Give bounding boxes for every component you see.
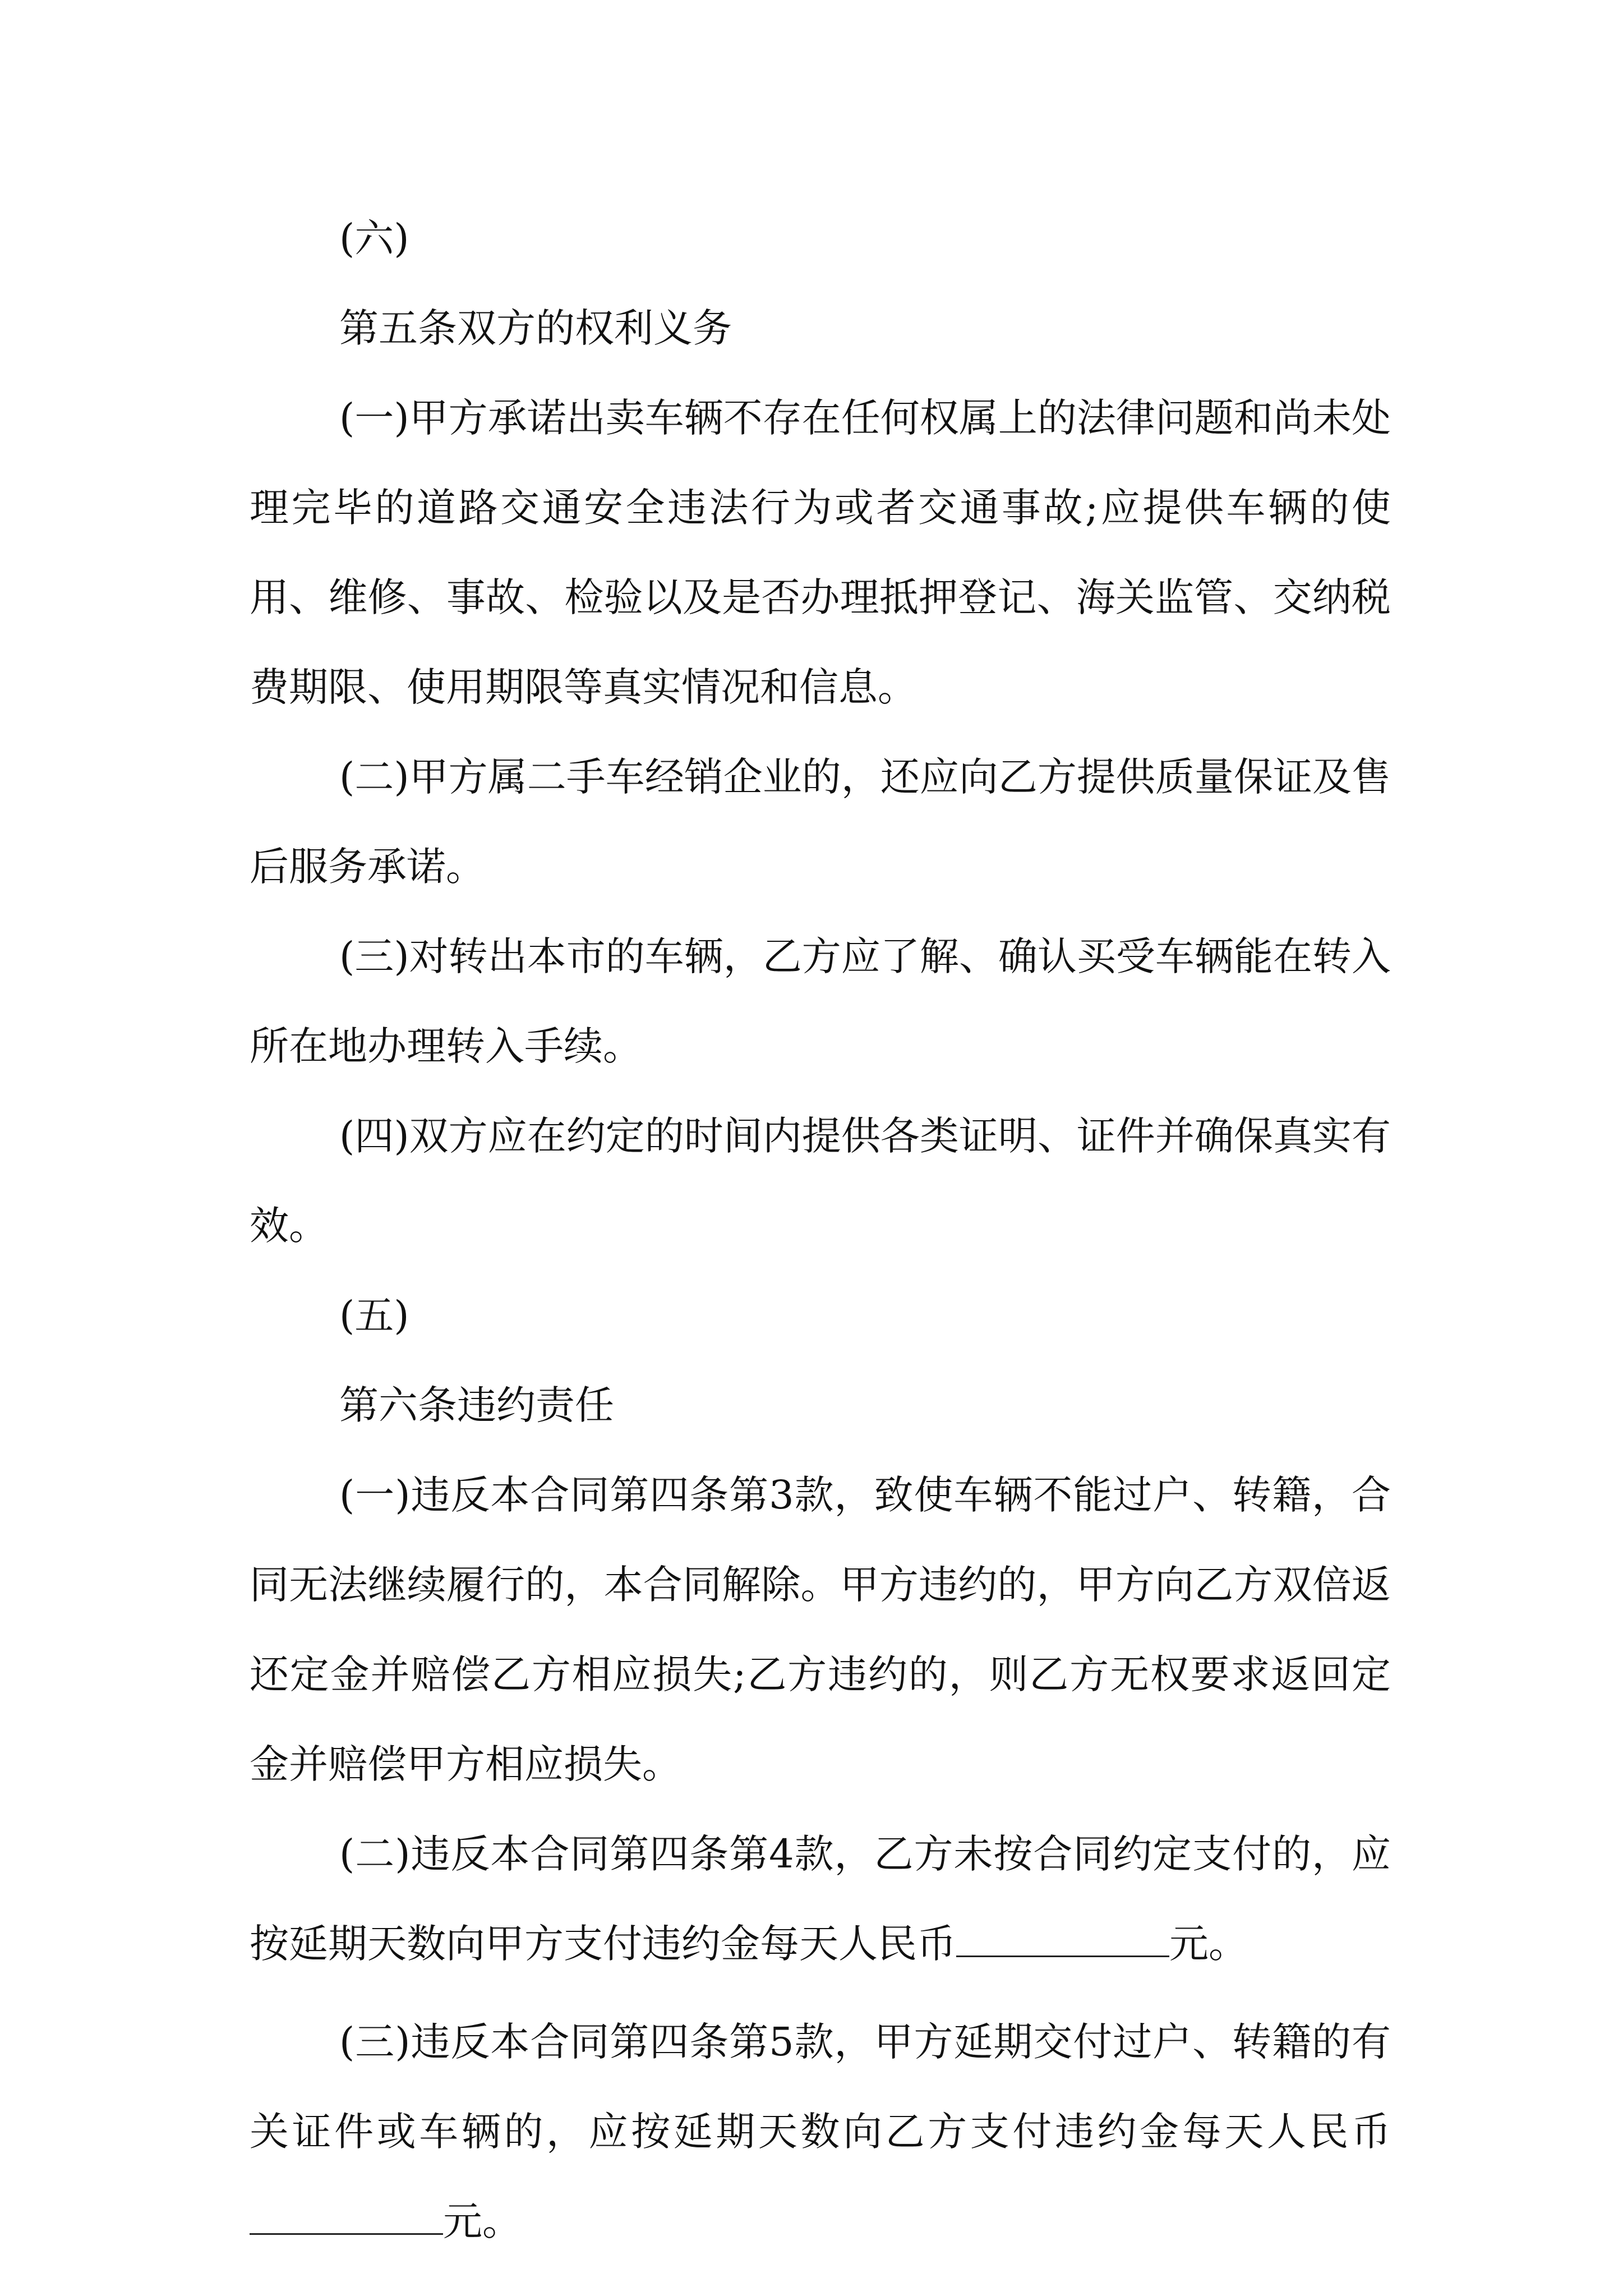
article-five-clause-4: (四)双方应在约定的时间内提供各类证明、证件并确保真实有效。 (250, 1113, 1391, 1249)
article-six-clause-3 (250, 1997, 1391, 2266)
currency-unit: 元。 (443, 2198, 522, 2244)
amount-blank-field (956, 1918, 1169, 1958)
amount-blank-field (250, 2196, 443, 2235)
article-five-heading: 第五条双方的权利义务 (339, 305, 732, 351)
article-six-clause-1: (一)违反本合同第四条第3款，致使车辆不能过户、转籍，合同无法继续履行的，本合同解除。甲方违约的，甲方向乙方双倍返还定金并赔偿乙方相应损失;乙方违约的，则乙方无权要求返回定金并赔偿甲方相应损失。 (250, 1472, 1391, 1787)
article-five-clause-5-placeholder: (五) (339, 1292, 409, 1338)
clause-text: (二)违反本合同第四条第4款，乙方未按合同约定支付的，应按延期天数向甲方支付违约金每天人民币 (250, 1831, 1391, 1967)
clause-item-six-placeholder: (六) (339, 215, 409, 261)
article-five-clause-3: (三)对转出本市的车辆，乙方应了解、确认买受车辆能在转入所在地办理转入手续。 (250, 933, 1391, 1069)
article-five-clause-2: (二)甲方属二手车经销企业的，还应向乙方提供质量保证及售后服务承诺。 (250, 754, 1391, 890)
clause-text: (三)违反本合同第四条第5款，甲方延期交付过户、转籍的有关证件或车辆的，应按延期天数向乙方支付违约金每天人民币 (250, 2019, 1391, 2155)
article-six-clause-2 (250, 1809, 1391, 1989)
article-six-heading: 第六条违约责任 (339, 1382, 614, 1428)
currency-unit: 元。 (1169, 1921, 1248, 1967)
article-five-clause-1: (一)甲方承诺出卖车辆不存在任何权属上的法律问题和尚未处理完毕的道路交通安全违法行为或者交通事故;应提供车辆的使用、维修、事故、检验以及是否办理抵押登记、海关监管、交纳税费期限、使用期限等真实情况和信息。 (250, 395, 1391, 710)
